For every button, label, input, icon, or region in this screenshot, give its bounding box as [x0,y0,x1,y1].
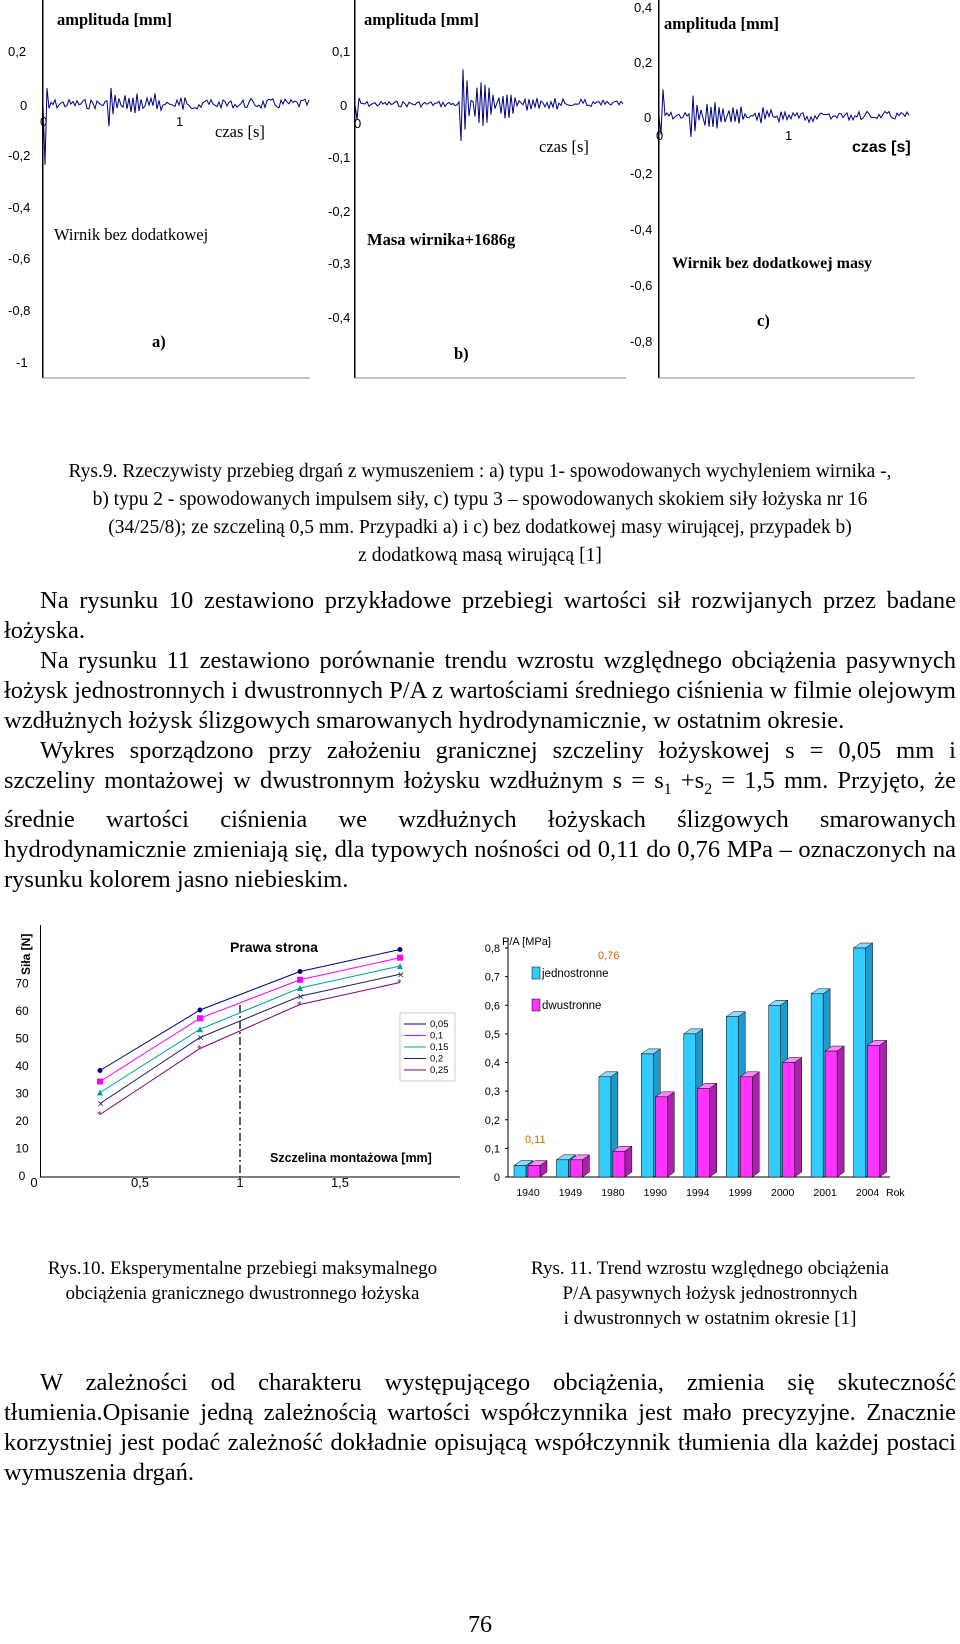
y-tick-label: 0,4 [484,1057,500,1070]
panel-c-ytick: -0,8 [630,334,653,349]
paragraph: Na rysunku 10 zestawiono przykładowe przebiegi wartości sił rozwijanych przez badane łożyska. [4,587,956,644]
panel-c-xtick: 0 [656,128,664,143]
body-text-1 [4,586,956,895]
bar [825,1051,837,1177]
panel-c-xtick: 1 [785,128,793,143]
panel-b-ylabel: amplituda [mm] [364,10,480,29]
panel-a-annotation: Wirnik bez dodatkowej [54,225,209,244]
bar [698,1088,710,1177]
bar [613,1151,625,1177]
legend-label: dwustronne [542,1000,602,1012]
x-tick-label: 1940 [516,1187,540,1199]
panel-c-signal [659,90,909,137]
data-point [298,969,303,974]
panel-a-xlabel: czas [s] [215,122,265,141]
fig11-caption-line: P/A pasywnych łożysk jednostronnych [562,1283,858,1304]
panel-a-ytick: -0,6 [8,251,31,266]
data-point [197,1026,203,1032]
y-tick-label: 0,7 [484,971,500,984]
x-tick-label: 2000 [770,1187,795,1199]
fig9-caption-line: z dodatkową masą wirującą [1] [358,545,602,566]
legend-label: 0,25 [430,1065,449,1076]
data-point: × [297,992,305,1003]
data-point: * [197,1044,202,1055]
annotation-label: 0,76 [598,950,620,962]
bar [655,1097,667,1177]
fig11-caption-line: i dwustronnych w ostatnim okresie [1] [563,1308,857,1329]
x-tick-label: 2004 [855,1187,880,1199]
panel-b-annotation: Masa wirnika+1686g [367,230,516,249]
panel-a-ytick: -1 [16,355,28,370]
x-tick-label: 1949 [558,1187,583,1199]
y-tick-label: 0,6 [484,1000,500,1013]
bar [854,948,866,1177]
bar [740,1077,752,1177]
data-point: * [397,978,402,989]
bar [641,1054,653,1177]
bar-side [795,1058,802,1178]
fig9-caption-line: b) typu 2 - spowodowanych impulsem siły, c) typu 3 – spowodowanych skokiem siły łożyska nr 16 [92,489,868,510]
y-tick-label: 0,8 [484,943,500,955]
y-tick-label: 40 [15,1059,29,1073]
fig9-caption [4,458,956,570]
y-tick-label: 0,2 [484,1114,500,1127]
x-axis-title: Rok [886,1187,905,1199]
panel-c-ytick: -0,2 [630,166,653,181]
fig10-caption: Rys.10. Eksperymentalne przebiegi maksymalnego obciążenia granicznego dwustronnego łożyska [47,1258,438,1304]
figure-11-chart [480,915,920,1215]
bar [769,1005,781,1177]
legend-label: 0,2 [430,1053,444,1065]
bar-side [880,1040,887,1177]
panel-c-xlabel: czas [s] [852,139,911,156]
panel-b-ytick: -0,4 [328,310,351,325]
y-tick-label: 0 [18,1169,26,1183]
legend-swatch [532,999,540,1011]
panel-c-ytick: 0,2 [634,55,653,70]
paragraph-text: +s [671,767,705,794]
data-point [197,1015,203,1021]
bar-side [710,1083,717,1177]
fig11-caption-line: Rys. 11. Trend wzrostu względnego obciążenia [531,1258,889,1279]
annotation-label: 0,11 [525,1134,546,1146]
y-axis-title: Siła [N] [19,933,33,975]
panel-c-ytick: 0,4 [634,0,653,15]
legend-swatch [532,967,540,979]
chart-title: Prawa strona [230,939,318,955]
data-point: × [97,1099,105,1110]
fig9-caption-line: (34/25/8); ze szczeliną 0,5 mm. Przypadki a) i c) bez dodatkowej masy wirującej, przypadek b) [108,517,852,538]
data-point [97,1090,103,1096]
subscript: 2 [704,780,713,798]
fig9-caption-line: Rys.9. Rzeczywisty przebieg drgań z wymuszeniem : a) typu 1- spowodowanych wychyleniem wirnika -, [68,461,892,482]
data-point: × [397,970,405,981]
x-tick-label: 0,5 [130,1175,150,1190]
panel-c-letter: c) [757,311,770,330]
x-tick-label: 1999 [728,1187,752,1199]
paragraph: W zależności od charakteru występującego obciążenia, zmienia się skuteczność tłumienia.Opisanie jedną zależnością wartości współczynnika jest mało precyzyjne. Znacznie korzystniej jest podać zależność dokładnie opisującą współczynnik tłumienia dla każdej postaci wymuszenia drgań. [4,1369,956,1486]
body-text-2 [4,1368,956,1488]
bar-side [625,1146,632,1177]
y-axis-title: P/A [MPa] [502,936,551,948]
panel-a-ylabel: amplituda [mm] [57,10,173,29]
data-point: × [197,1033,205,1044]
panel-c-ytick: 0 [644,110,652,125]
bar-side [667,1092,674,1177]
y-tick-label: 70 [15,976,29,991]
x-tick-label: 1,5 [330,1175,350,1190]
panel-a-letter: a) [152,332,166,351]
y-axis-line [40,925,41,1177]
panel-c-ytick: -0,4 [630,222,653,237]
x-tick-label: 2001 [813,1187,837,1199]
panel-b-ytick: -0,3 [328,256,351,271]
panel-a-ytick: -0,8 [8,303,31,318]
fig9-panel-c [630,0,950,380]
y-tick-label: 0 [493,1172,500,1184]
panel-a-ytick: 0 [20,98,28,113]
panel-a-xtick: 1 [176,114,184,129]
x-tick-label: 1 [236,1175,244,1190]
data-point [97,1079,103,1085]
panel-c-ytick: -0,6 [630,278,653,293]
bar [811,994,823,1177]
panel-b-ytick: 0 [340,98,348,113]
page-number: 76 [468,1612,492,1638]
panel-a-xtick: 0 [40,114,48,129]
legend-label: jednostronne [542,968,609,980]
paragraph-text: Wykres sporządzono przy założeniu granicznej szczeliny łożyskowej s = 0,05 mm i szczeliny montażowej w dwustronnym łożysku wzdłużnym s = s [4,737,956,794]
panel-b-xtick: 0 [354,116,362,131]
panel-b-letter: b) [454,344,469,363]
data-point [398,947,403,952]
paragraph-text: = 1,5 mm. Przyjęto, że średnie wartości ciśnienia we wzdłużnych łożyskach ślizgowych smarowanych hydrodynamicznie zmieniają się, dla typowych nośności od 0,11 do 0,76 MPa – oznaczonych na rysunku kolorem jasno niebieskim. [4,767,956,893]
y-tick-label: 30 [15,1086,29,1101]
paragraph [4,736,956,895]
data-point [397,955,403,961]
data-point: * [97,1110,102,1121]
y-tick-label: 0,1 [484,1143,500,1156]
bar-side [837,1046,844,1177]
panel-b-signal [355,69,623,141]
panel-a-ytick: -0,2 [8,148,31,163]
subscript: 1 [663,780,672,798]
y-tick-label: 10 [15,1141,29,1156]
y-tick-label: 0,3 [484,1086,500,1099]
y-tick-label: 20 [15,1114,29,1128]
legend-label: 0,1 [430,1030,444,1042]
panel-b-ytick: -0,1 [328,150,351,165]
panel-b-xlabel: czas [s] [539,137,589,156]
fig9-panel-a [0,0,300,380]
x-tick-label: 1994 [686,1187,710,1199]
y-tick-label: 0,5 [484,1028,500,1041]
panel-c-ylabel: amplituda [mm] [664,14,780,33]
x-tick-label: 1990 [643,1187,668,1199]
figure-10-chart [0,925,460,1205]
y-tick-label: 60 [15,1004,29,1018]
bar [599,1077,611,1177]
bar [528,1166,540,1177]
series-line [100,983,400,1115]
panel-b-ytick: 0,1 [332,44,351,59]
bar [684,1034,696,1177]
data-point [98,1068,103,1073]
data-point [297,977,303,983]
bar [783,1063,795,1178]
x-tick-label: 1980 [601,1187,625,1199]
fig9-panel-b [318,0,628,380]
paragraph: Na rysunku 11 zestawiono porównanie trendu wzrostu względnego obciążenia pasywnych łożysk jednostronnych i dwustronnych P/A z wartościami średniego ciśnienia w filmie olejowym wzdłużnych łożysk ślizgowych smarowanych hydrodynamicznie, w ostatnim okresie. [4,647,956,734]
x-tick-label: 0 [30,1175,38,1190]
panel-a-ytick: -0,4 [8,200,31,215]
legend-label: 0,15 [430,1042,449,1053]
panel-a-ytick: 0,2 [8,44,27,59]
series-line [100,974,400,1103]
panel-b-ytick: -0,2 [328,204,351,219]
x-axis-title: Szczelina montażowa [mm] [270,1151,432,1165]
bar [556,1160,568,1177]
fig11-caption [480,1256,940,1331]
panel-c-annotation: Wirnik bez dodatkowej masy [672,255,873,272]
data-point [198,1008,203,1013]
bar [868,1045,880,1177]
data-point: * [297,1000,302,1011]
bar [570,1160,582,1177]
legend-label: 0,05 [430,1019,449,1030]
bar [514,1166,526,1177]
y-tick-label: 50 [15,1031,29,1046]
bar-side [752,1072,759,1177]
bar [726,1017,738,1177]
